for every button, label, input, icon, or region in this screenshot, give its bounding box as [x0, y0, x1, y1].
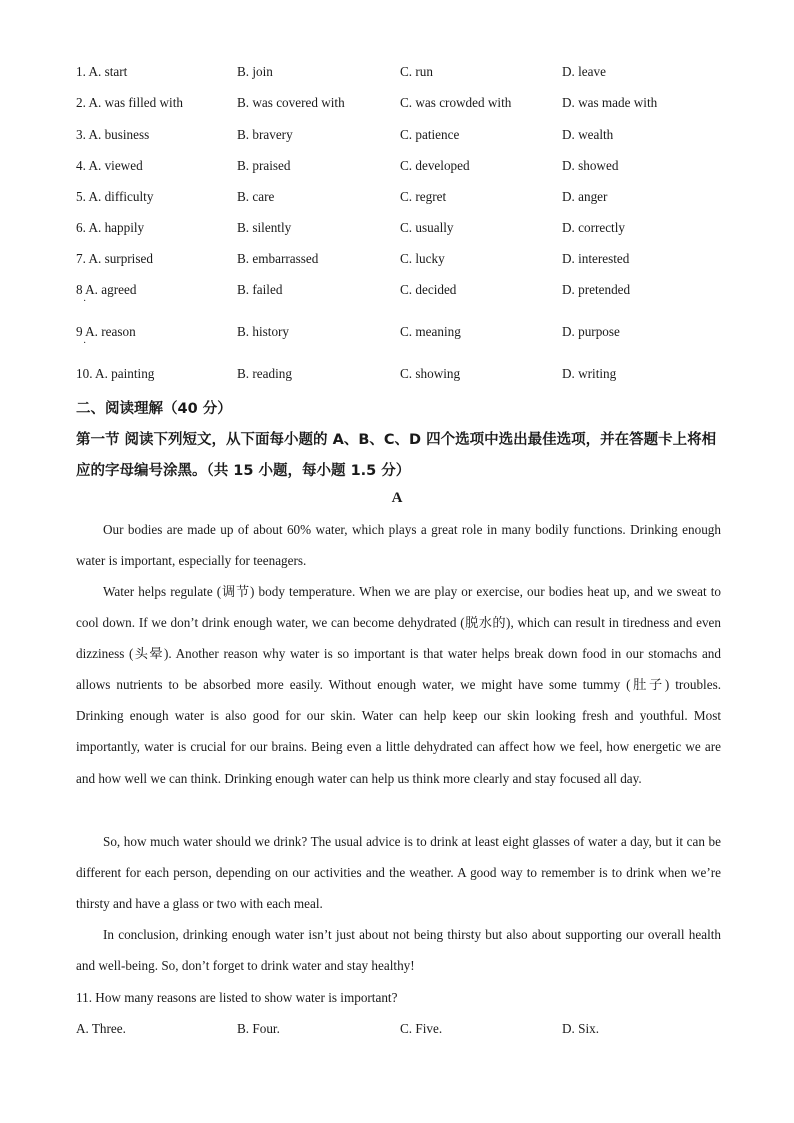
option-d: D. interested [562, 251, 630, 266]
option-b: B. join [237, 64, 273, 79]
option-c: C. showing [400, 366, 461, 381]
cloze-option-row [76, 282, 736, 307]
question-stem: 11. How many reasons are listed to show water is important? [76, 990, 398, 1005]
option-b: B. silently [237, 220, 292, 235]
option-a: 9 A. reason [76, 324, 136, 339]
option-b: B. failed [237, 282, 283, 297]
option-b: B. praised [237, 158, 291, 173]
option-d: D. leave [562, 64, 606, 79]
option-a: 6. A. happily [76, 220, 145, 235]
option-d: D. purpose [562, 324, 620, 339]
option-c: C. decided [400, 282, 457, 297]
cloze-option-row [76, 220, 736, 240]
option-a: 4. A. viewed [76, 158, 143, 173]
option-c[interactable]: C. Five. [400, 1021, 443, 1036]
passage-paragraph: Our bodies are made up of about 60% water, which plays a great role in many bodily functions. Drinking enough water is important, especially for teenagers. [76, 522, 721, 569]
cloze-option-row [76, 127, 736, 147]
option-d[interactable]: D. Six. [562, 1021, 600, 1036]
question-option-row [76, 1021, 736, 1041]
option-d: D. writing [562, 366, 617, 381]
cloze-option-row [76, 251, 736, 271]
option-d: D. correctly [562, 220, 625, 235]
option-a: 7. A. surprised [76, 251, 153, 266]
option-d: D. pretended [562, 282, 631, 297]
option-b: B. was covered with [237, 95, 345, 110]
passage-label: A [391, 490, 403, 506]
option-d: D. was made with [562, 95, 658, 110]
option-c: C. meaning [400, 324, 461, 339]
cloze-option-row [76, 324, 736, 349]
section-title: 二、阅读理解（40 分） [76, 401, 232, 417]
option-c: C. usually [400, 220, 454, 235]
option-d: D. wealth [562, 127, 614, 142]
option-a: 2. A. was filled with [76, 95, 183, 110]
option-a: 5. A. difficulty [76, 189, 154, 204]
option-d: D. showed [562, 158, 619, 173]
option-c: C. regret [400, 189, 447, 204]
cloze-option-row [76, 64, 736, 84]
option-b: B. care [237, 189, 275, 204]
cloze-option-row [76, 366, 736, 386]
option-c: C. developed [400, 158, 470, 173]
option-c: C. run [400, 64, 433, 79]
option-c: C. lucky [400, 251, 445, 266]
cloze-option-row [76, 158, 736, 178]
option-b[interactable]: B. Four. [237, 1021, 280, 1036]
option-b: B. history [237, 324, 290, 339]
option-b: B. embarrassed [237, 251, 319, 266]
cloze-option-row [76, 95, 736, 115]
section-instruction: 第一节 阅读下列短文，从下面每小题的 A、B、C、D 四个选项中选出最佳选项，并在答题卡上将相应的字母编号涂黑。（共 15 小题，每小题 1.5 分） [76, 432, 717, 479]
option-a: 8 A. agreed [76, 282, 137, 297]
option-c: C. patience [400, 127, 460, 142]
option-d: D. anger [562, 189, 608, 204]
option-c: C. was crowded with [400, 95, 512, 110]
stray-dot-mark: · [83, 338, 87, 349]
option-a: 1. A. start [76, 64, 128, 79]
passage-paragraph: In conclusion, drinking enough water isn’t just about not being thirsty but also about supporting our overall health and well-being. So, don’t forget to drink water and stay healthy! [76, 927, 721, 974]
option-a: 10. A. painting [76, 366, 155, 381]
cloze-option-row [76, 189, 736, 209]
passage-paragraph: So, how much water should we drink? The usual advice is to drink at least eight glasses of water a day, but it can be different for each person, depending on our activities and the weather. A good way to remember is to drink when we’re thirsty and have a glass or two with each meal. [76, 834, 721, 912]
stray-dot-mark: · [83, 296, 87, 307]
option-b: B. bravery [237, 127, 293, 142]
passage-paragraph: Water helps regulate (调节) body temperature. When we are play or exercise, our bodies heat up, and we sweat to cool down. If we don’t drink enough water, we can become dehydrated (脱水的), which can result in tiredness and even dizziness (头晕). Another reason why water is so important is that water helps break down food in our stomachs and allows nutrients to be absorbed more easily. Without enough water, we might have some tummy (肚子) troubles. Drinking enough water is also good for our skin. Water can help keep our skin looking fresh and youthful. Most importantly, water is crucial for our brains. Being even a little dehydrated can affect how we feel, how energetic we are and how well we can think. Drinking enough water can help us think more clearly and stay focused all day. [76, 584, 721, 786]
option-a: 3. A. business [76, 127, 150, 142]
option-b: B. reading [237, 366, 292, 381]
option-a[interactable]: A. Three. [76, 1021, 126, 1036]
